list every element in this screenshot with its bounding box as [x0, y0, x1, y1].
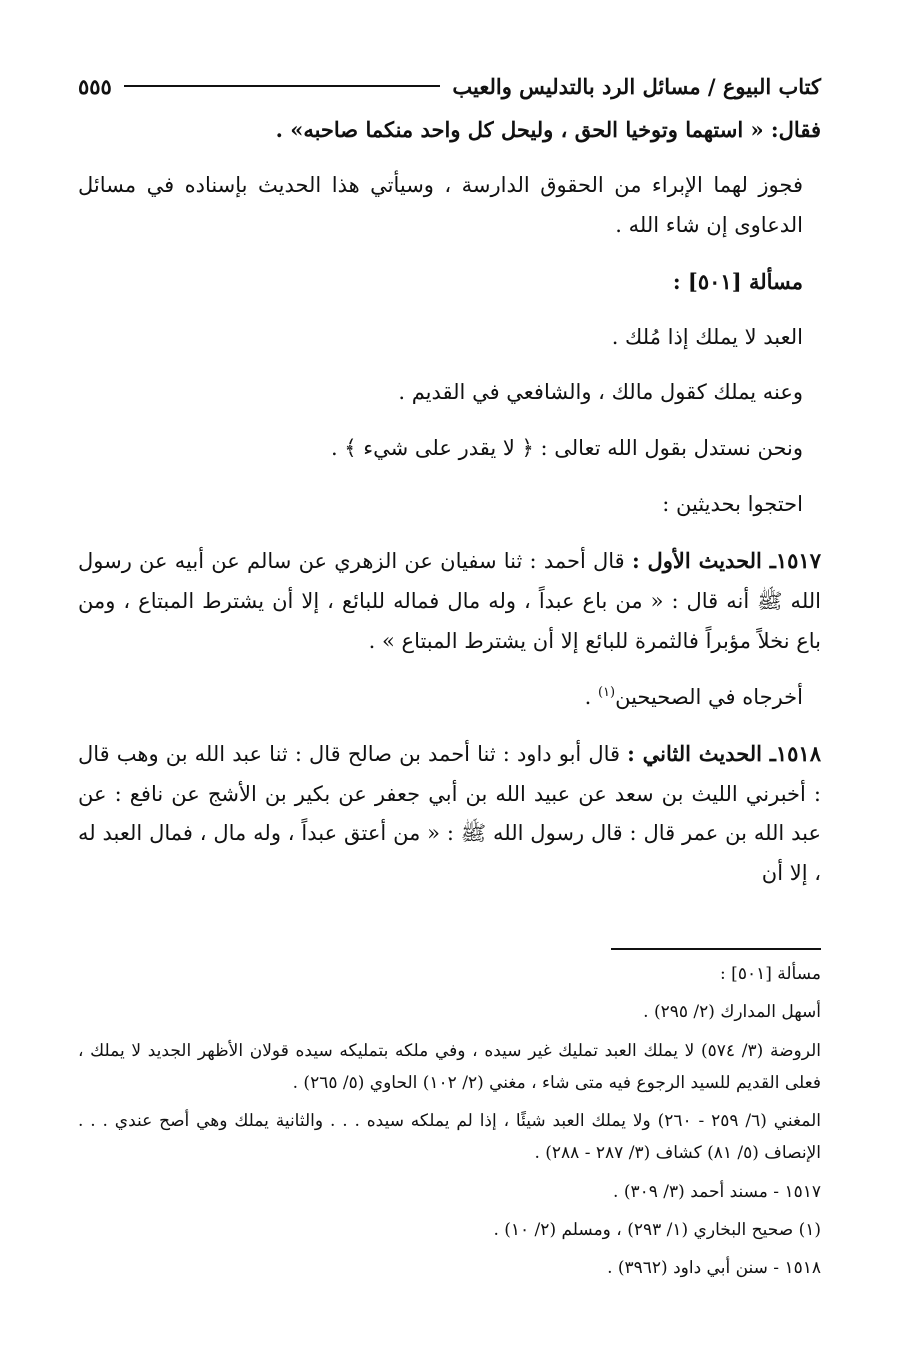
footnote-item: أسهل المدارك (٢/ ٢٩٥) . [643, 1002, 821, 1023]
paragraph-quote: فقال: « استهما وتوخيا الحق ، وليحل كل واحد منكما صاحبه» . [275, 117, 821, 142]
footnote-item: ١٥١٨ - سنن أبي داود (٣٩٦٢) . [607, 1258, 821, 1279]
footnote-ref: (١) [597, 684, 616, 700]
paragraph-evidence: ونحن نستدل بقول الله تعالى : ﴿ لا يقدر على شيء ﴾ . [330, 436, 803, 461]
paragraph-source [78, 678, 821, 718]
footnote-item: (١) صحيح البخاري (١/ ٢٩٣) ، ومسلم (٢/ ١٠) . [493, 1220, 821, 1241]
footnote-divider [611, 948, 821, 950]
running-title: كتاب البيوع / مسائل الرد بالتدليس والعيب [452, 73, 821, 99]
paragraph-opposing-view: وعنه يملك كقول مالك ، والشافعي في القديم . [398, 380, 803, 405]
footnote-item: الروضة (٣/ ٥٧٤) لا يملك العبد تمليك غير سيده ، وفي ملكه بتمليكه سيده قولان الأظهر الجديد لا يملك ، فعلى القديم للسيد الرجوع فيه متى شاء ، مغني (٢/ ١٠٢) الحاوي (٥/ ٢٦٥) . [78, 1040, 821, 1093]
paragraph-permission: فجوز لهما الإبراء من الحقوق الدارسة ، وسيأتي هذا الحديث بإسناده في مسائل الدعاوى إن شاء الله . [78, 172, 803, 237]
footnote-item: ١٥١٧ - مسند أحمد (٣/ ٣٠٩) . [613, 1181, 821, 1202]
footnote-item: المغني (٦/ ٢٥٩ - ٢٦٠) ولا يملك العبد شيئًا ، إذا لم يملكه سيده . . . والثانية يملك وهي أصح عندي . . . الإنصاف (٥/ ٨١) كشاف (٣/ ٢٨٧ - ٢٨٨) . [78, 1111, 821, 1164]
main-text [78, 110, 821, 910]
issue-heading: مسألة [٥٠١] : [672, 268, 803, 294]
footnote-issue-heading: مسألة [٥٠١] : [720, 964, 821, 984]
source-end: . [584, 684, 598, 709]
paragraph-argument: احتجوا بحديثين : [662, 492, 803, 517]
hadith-1518-text: قال أبو داود : ثنا أحمد بن صالح قال : ثنا عبد الله بن وهب قال : أخبرني الليث بن سعد عن عبيد الله بن أبي جعفر عن بكير بن الأشج عن نافع : عن عبد الله بن عمر قال : قال رسول الله ﷺ : « من أعتق عبداً ، وله مال ، فمال العبد له ، إلا أن [78, 741, 821, 886]
paragraph-ruling: العبد لا يملك إذا مُلك . [611, 324, 803, 349]
page-header [78, 68, 821, 104]
footnotes [78, 958, 821, 1291]
header-rule [124, 85, 441, 87]
hadith-1518-label: ١٥١٨ـ الحديث الثاني : [627, 740, 821, 766]
hadith-1517-label: ١٥١٧ـ الحديث الأول : [631, 548, 821, 574]
source-text: أخرجاه في الصحيحين [615, 684, 803, 709]
hadith-1518 [78, 734, 821, 895]
hadith-1517-text: قال أحمد : ثنا سفيان عن الزهري عن سالم عن أبيه عن رسول الله ﷺ أنه قال : « من باع عبداً ، وله مال فماله للبائع ، إلا أن يشترط المبتاع ، ومن باع نخلاً مؤبراً فالثمرة للبائع إلا أن يشترط المبتاع » . [78, 549, 821, 653]
page-number: ٥٥٥ [78, 73, 112, 99]
hadith-1517 [78, 541, 821, 662]
